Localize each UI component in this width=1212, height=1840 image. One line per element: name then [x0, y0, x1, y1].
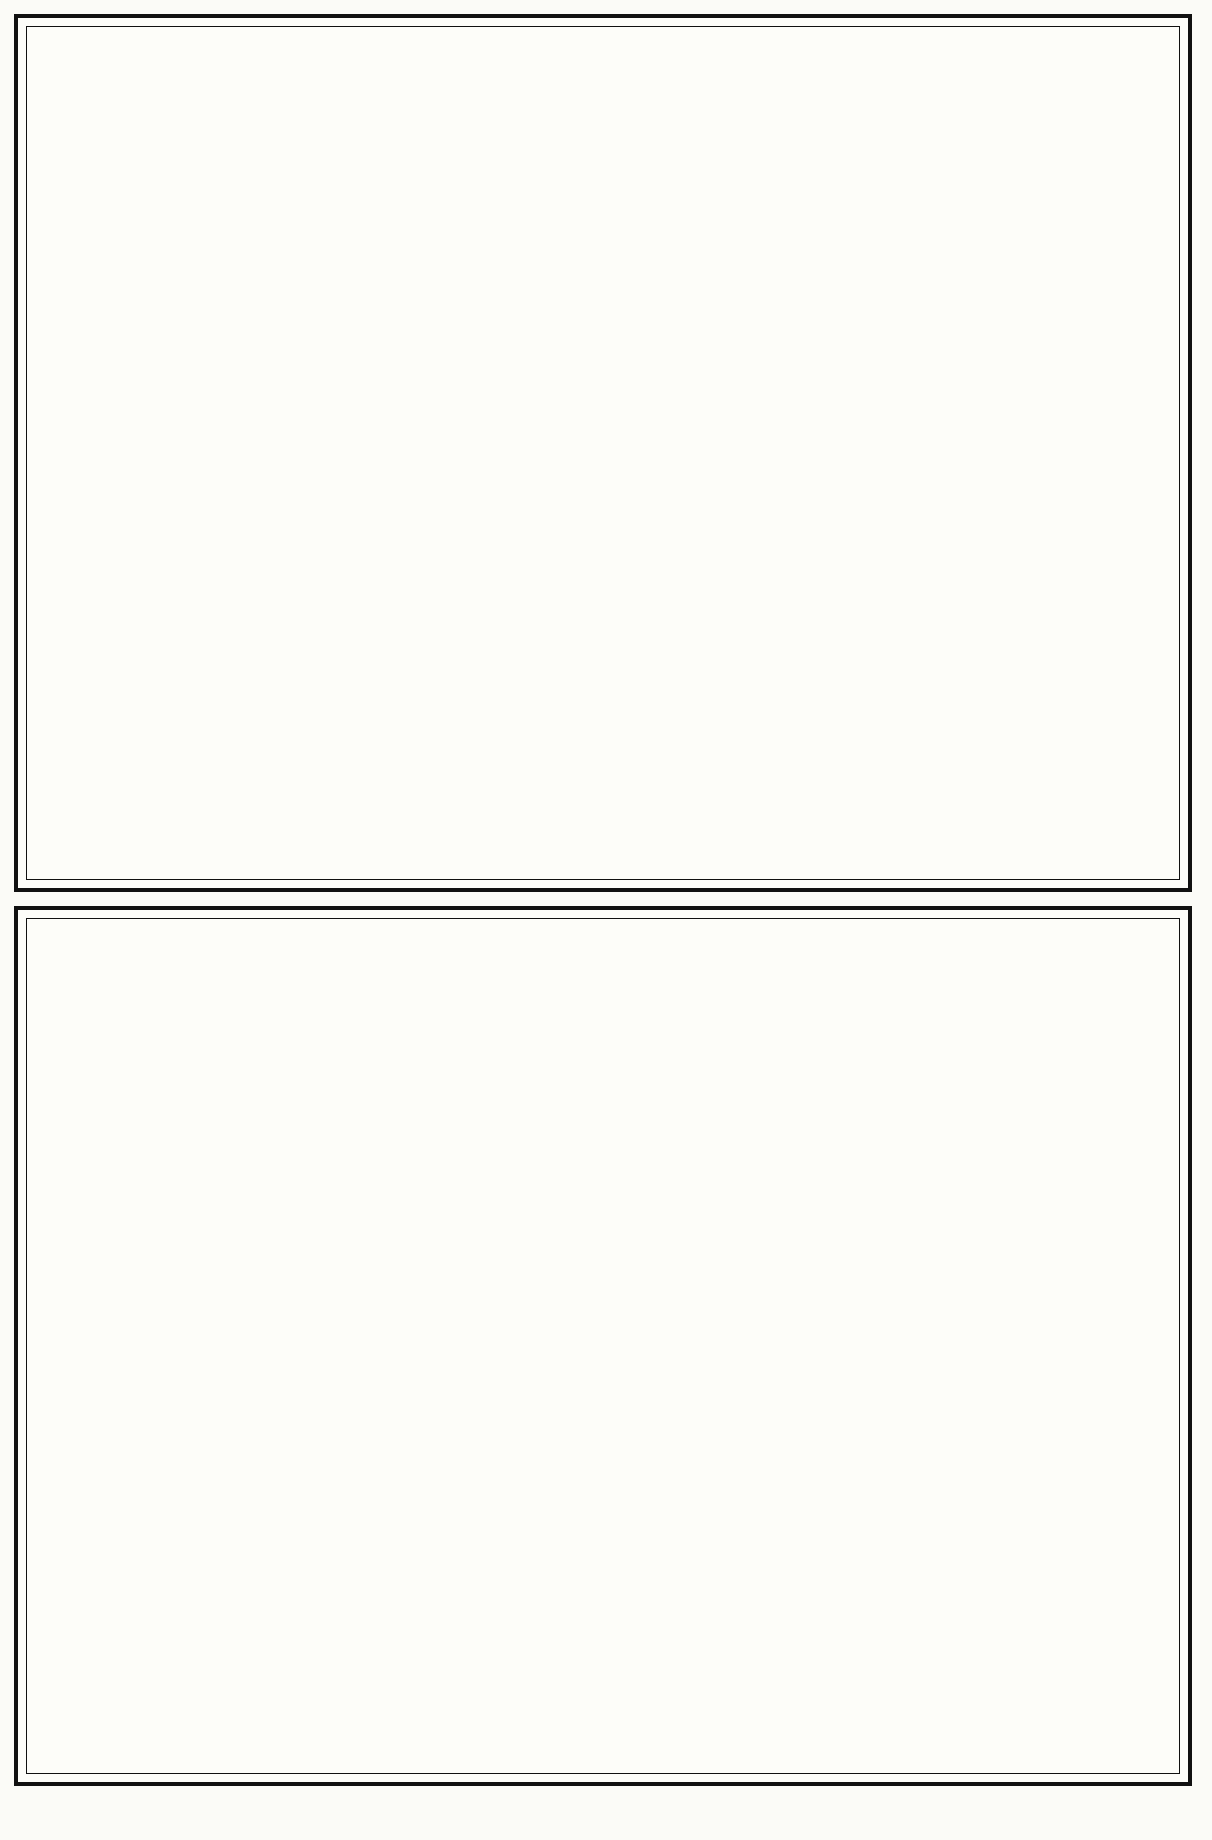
upper-leaf-columns — [27, 27, 1179, 879]
lower-leaf-columns — [27, 919, 1179, 1773]
lower-leaf — [14, 906, 1192, 1786]
lower-leaf-frame — [26, 918, 1180, 1774]
upper-leaf-frame — [26, 26, 1180, 880]
upper-leaf — [14, 14, 1192, 892]
